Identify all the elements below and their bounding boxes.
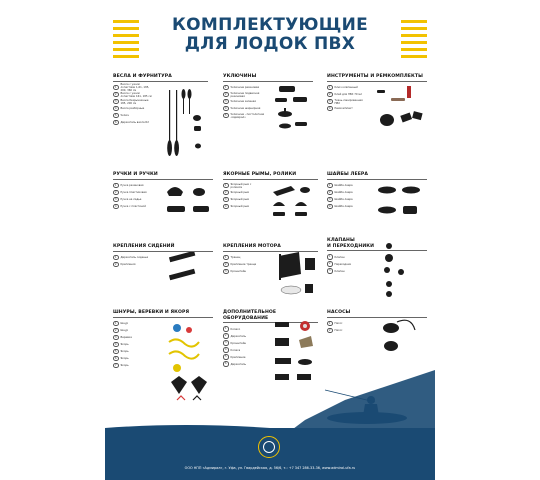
item-description: Уключ bbox=[120, 114, 130, 118]
section-divider bbox=[113, 81, 208, 82]
list-item bbox=[327, 320, 367, 327]
item-description: Уключина - пистолетная «Адмирал» bbox=[230, 112, 265, 119]
rowlocks-illustration bbox=[271, 84, 315, 134]
item-description: Кронштейн bbox=[230, 341, 247, 345]
item-number: 3 bbox=[328, 269, 331, 273]
item-number: 1 bbox=[328, 85, 331, 89]
list-item bbox=[223, 347, 265, 354]
item-number: 7 bbox=[114, 363, 117, 367]
section-title: КРЕПЛЕНИЯ МОТОРА bbox=[223, 244, 281, 249]
pumps-illustration bbox=[377, 314, 423, 354]
item-description: Ключ клапанный bbox=[334, 86, 358, 90]
list-item bbox=[327, 98, 367, 105]
item-number: 4 bbox=[224, 106, 227, 110]
item-number: 1 bbox=[328, 321, 331, 325]
seat-mounts-illustration bbox=[165, 252, 213, 286]
item-description: Насос bbox=[334, 322, 343, 326]
item-description: Крепление bbox=[230, 355, 246, 359]
item-number: 2 bbox=[224, 190, 227, 194]
list-item bbox=[223, 189, 263, 196]
section-extra-equipment bbox=[223, 310, 318, 368]
item-number: 2 bbox=[328, 92, 331, 96]
item-description: Уключина шарнирная bbox=[230, 107, 261, 111]
list-item bbox=[223, 333, 265, 340]
section-title: ШАЙБЫ ЛЕЕРА bbox=[327, 172, 369, 177]
item-description: Ткань лакированная ПВХ bbox=[334, 98, 363, 105]
item-number: 2 bbox=[328, 262, 331, 266]
item-number: 4 bbox=[114, 342, 117, 346]
section-divider bbox=[113, 317, 213, 318]
list-item bbox=[113, 112, 153, 119]
list-item bbox=[223, 326, 265, 333]
list-item bbox=[327, 261, 367, 268]
list-item bbox=[113, 355, 153, 362]
section-title: КЛАПАНЫ И ПЕРЕХОДНИКИ bbox=[327, 238, 375, 249]
item-number: 2 bbox=[114, 328, 117, 332]
section-divider bbox=[327, 81, 427, 82]
list-item bbox=[113, 261, 153, 268]
item-number: 6 bbox=[224, 362, 227, 366]
item-number: 2 bbox=[114, 190, 117, 194]
item-number: 4 bbox=[224, 348, 227, 352]
section-title: НАСОСЫ bbox=[327, 310, 351, 315]
item-description: Ручка пластиковая bbox=[120, 191, 147, 195]
item-description: Крепление транца bbox=[230, 263, 257, 267]
section-title: ИНСТРУМЕНТЫ И РЕМКОМПЛЕКТЫ bbox=[327, 74, 423, 79]
item-number: 4 bbox=[224, 204, 227, 208]
item-description: Весла с узким лопастями 161, 185 см bbox=[120, 91, 152, 98]
list-item bbox=[327, 327, 367, 334]
section-title: РУЧКИ И РУЧКИ bbox=[113, 172, 158, 177]
list-item bbox=[327, 91, 367, 98]
item-number: 2 bbox=[328, 190, 331, 194]
list-item bbox=[113, 98, 153, 105]
poster-title bbox=[145, 16, 395, 54]
list-item bbox=[113, 254, 153, 261]
item-number: 4 bbox=[114, 106, 117, 110]
section-seat-mounts bbox=[113, 244, 213, 268]
list-item bbox=[113, 84, 153, 91]
list-item bbox=[223, 203, 263, 210]
title-line-2: ДЛЯ ЛОДОК ПВХ bbox=[184, 34, 356, 54]
oars-illustration bbox=[163, 86, 211, 162]
section-handles bbox=[113, 172, 213, 210]
list-item bbox=[327, 84, 367, 91]
valves-illustration bbox=[377, 240, 423, 300]
list-item bbox=[113, 203, 153, 210]
item-description: Крепления bbox=[120, 263, 136, 267]
list-item bbox=[223, 196, 263, 203]
item-description: Якорный рым с роликом bbox=[230, 182, 252, 189]
item-description: Весла с узким лопастями 1,61, 185, 200, 360 см bbox=[120, 83, 150, 93]
item-description: Держатель сиденья bbox=[120, 256, 149, 260]
section-title: КРЕПЛЕНИЯ СИДЕНИЙ bbox=[113, 244, 175, 249]
list-item bbox=[327, 189, 367, 196]
section-rowlocks bbox=[223, 74, 313, 119]
item-description: Веревка bbox=[120, 336, 132, 340]
item-description: Шайба леера bbox=[334, 198, 353, 202]
item-description: Шайба леера bbox=[334, 205, 353, 209]
item-number: 5 bbox=[114, 113, 117, 117]
item-number: 2 bbox=[114, 262, 117, 266]
list-item bbox=[327, 182, 367, 189]
list-item bbox=[327, 196, 367, 203]
item-description: Ручка резиновая bbox=[120, 184, 144, 188]
item-number: 2 bbox=[114, 92, 117, 96]
list-item bbox=[223, 254, 265, 261]
item-number: 1 bbox=[224, 255, 227, 259]
list-item bbox=[113, 348, 153, 355]
list-item bbox=[223, 268, 265, 275]
item-description: Держатель весла R2 bbox=[120, 121, 149, 125]
item-description: Клапан bbox=[334, 255, 345, 259]
item-number: 2 bbox=[224, 262, 227, 266]
item-description: Клапан bbox=[334, 269, 345, 273]
item-number: 1 bbox=[114, 255, 117, 259]
item-number: 3 bbox=[114, 197, 117, 201]
list-item bbox=[113, 182, 153, 189]
list-item bbox=[223, 105, 265, 112]
item-description: Кронштейн bbox=[230, 270, 247, 274]
list-item bbox=[223, 112, 265, 119]
item-number: 3 bbox=[224, 197, 227, 201]
item-number: 3 bbox=[114, 335, 117, 339]
item-description: Ручка с пластиной bbox=[120, 205, 146, 209]
list-item bbox=[327, 203, 367, 210]
item-description: Якорь bbox=[120, 350, 129, 354]
list-item bbox=[113, 189, 153, 196]
section-divider bbox=[327, 179, 427, 180]
item-number: 1 bbox=[224, 183, 227, 187]
left-stripes-decoration bbox=[113, 20, 139, 58]
item-number: 1 bbox=[328, 183, 331, 187]
item-number: 1 bbox=[114, 85, 117, 89]
right-stripes-decoration bbox=[401, 20, 427, 58]
list-item bbox=[223, 361, 265, 368]
item-number: 3 bbox=[224, 269, 227, 273]
item-description: Держатель bbox=[230, 362, 246, 366]
item-description: Якорь bbox=[120, 343, 129, 347]
item-number: 5 bbox=[224, 113, 227, 117]
item-description: Якорь bbox=[120, 364, 129, 368]
item-number: 1 bbox=[224, 85, 227, 89]
section-valves bbox=[327, 238, 427, 275]
section-divider bbox=[113, 251, 213, 252]
item-number: 3 bbox=[114, 99, 117, 103]
item-number: 2 bbox=[224, 334, 227, 338]
list-item bbox=[327, 105, 367, 112]
item-description: Насос bbox=[334, 329, 343, 333]
item-description: Якорный рым bbox=[230, 205, 250, 209]
item-number: 3 bbox=[328, 197, 331, 201]
section-title: ШНУРЫ, ВЕРЕВКИ И ЯКОРЯ bbox=[113, 310, 190, 315]
item-description: Якорный рым bbox=[230, 198, 250, 202]
item-description: Шнур bbox=[120, 329, 129, 333]
section-title: УКЛЮЧИНЫ bbox=[223, 74, 257, 79]
list-item bbox=[223, 91, 265, 98]
list-item bbox=[327, 268, 367, 275]
list-item bbox=[113, 320, 153, 327]
list-item bbox=[223, 340, 265, 347]
section-title: ДОПОЛНИТЕЛЬНОЕ ОБОРУДОВАНИЕ bbox=[223, 310, 277, 321]
handles-illustration bbox=[163, 182, 215, 222]
section-divider bbox=[223, 179, 318, 180]
item-description: Ремкомплект bbox=[334, 107, 353, 111]
list-item bbox=[223, 182, 263, 189]
item-description: Шайба леера bbox=[334, 184, 353, 188]
item-number: 3 bbox=[224, 99, 227, 103]
list-item bbox=[113, 105, 153, 112]
section-pumps bbox=[327, 310, 427, 334]
ropes-anchors-illustration bbox=[163, 320, 213, 410]
section-title: ЯКОРНЫЕ РЫМЫ, РОЛИКИ bbox=[223, 172, 297, 177]
list-item bbox=[113, 119, 153, 126]
list-item bbox=[113, 362, 153, 369]
item-number: 5 bbox=[224, 355, 227, 359]
list-item bbox=[113, 196, 153, 203]
item-number: 4 bbox=[114, 204, 117, 208]
section-divider bbox=[223, 81, 313, 82]
tools-illustration bbox=[371, 84, 427, 134]
list-item bbox=[223, 84, 265, 91]
item-description: Шайба леера bbox=[334, 191, 353, 195]
item-number: 4 bbox=[328, 106, 331, 110]
item-number: 1 bbox=[114, 321, 117, 325]
item-description: Весла безрычажные 185, 200 см bbox=[120, 98, 149, 105]
section-ropes bbox=[113, 310, 213, 369]
item-description: Держатель bbox=[230, 334, 246, 338]
item-number: 2 bbox=[328, 328, 331, 332]
item-number: 1 bbox=[114, 183, 117, 187]
item-description: Уключина зеленая bbox=[230, 100, 256, 104]
section-oars bbox=[113, 74, 208, 126]
list-item bbox=[327, 254, 367, 261]
item-description: Уключина подвесная резиновая bbox=[230, 91, 260, 98]
poster bbox=[105, 0, 435, 480]
list-item bbox=[113, 91, 153, 98]
washers-illustration bbox=[373, 180, 425, 224]
item-description: Клей для ПВХ 70 мл bbox=[334, 93, 363, 97]
item-number: 6 bbox=[114, 356, 117, 360]
item-number: 4 bbox=[328, 204, 331, 208]
item-description: Транец bbox=[230, 256, 241, 260]
motor-mounts-illustration bbox=[273, 250, 319, 300]
list-item bbox=[113, 341, 153, 348]
section-title: ВЕСЛА И ФУРНИТУРА bbox=[113, 74, 172, 79]
item-description: Якорный рым bbox=[230, 191, 250, 195]
section-rollers bbox=[223, 172, 318, 210]
title-line-1: КОМПЛЕКТУЮЩИЕ bbox=[171, 15, 369, 35]
item-description: Колесо bbox=[230, 327, 241, 331]
list-item bbox=[223, 261, 265, 268]
list-item bbox=[113, 327, 153, 334]
item-number: 1 bbox=[224, 327, 227, 331]
item-number: 6 bbox=[114, 120, 117, 124]
section-washers bbox=[327, 172, 427, 210]
brand-logo bbox=[258, 436, 280, 458]
item-description: Весла разборные bbox=[120, 107, 145, 111]
item-description: Колеса bbox=[230, 348, 241, 352]
rollers-illustration bbox=[269, 180, 319, 222]
list-item bbox=[223, 98, 265, 105]
item-number: 3 bbox=[328, 99, 331, 103]
item-description: Ручка на ладье bbox=[120, 198, 142, 202]
item-number: 5 bbox=[114, 349, 117, 353]
item-number: 2 bbox=[224, 92, 227, 96]
section-motor-mounts bbox=[223, 244, 318, 275]
item-number: 1 bbox=[328, 255, 331, 259]
footer-contact-text: ООО НПП «Адмирал», г. Уфа, ул. Гвардейская, д. 56/6, т.: +7 347 286-33-36, www.admiral-ufa.ru bbox=[184, 466, 356, 470]
item-description: Шнур bbox=[120, 322, 129, 326]
item-description: Якорь bbox=[120, 357, 129, 361]
section-tools bbox=[327, 74, 427, 112]
list-item bbox=[223, 354, 265, 361]
item-number: 3 bbox=[224, 341, 227, 345]
section-divider bbox=[113, 179, 213, 180]
item-description: Переходник bbox=[334, 262, 352, 266]
item-description: Уключина резиновая bbox=[230, 86, 260, 90]
list-item bbox=[113, 334, 153, 341]
